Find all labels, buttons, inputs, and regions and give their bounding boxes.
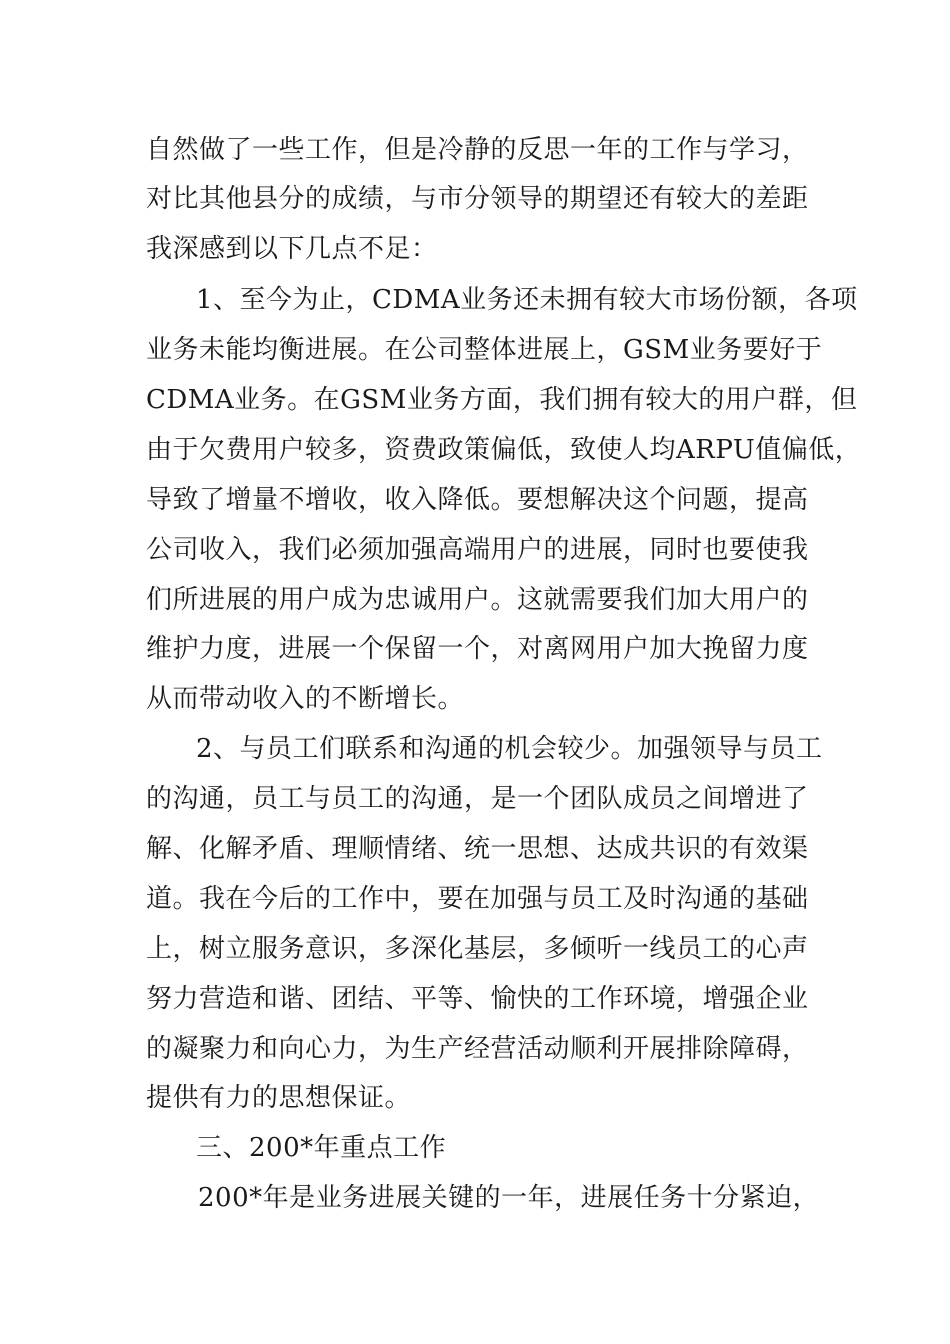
text-line: 1、至今为止，CDMA业务还未拥有较大市场份额，各项 bbox=[196, 285, 858, 315]
text-line: 解、化解矛盾、理顺情绪、统一思想、达成共识的有效渠 bbox=[146, 834, 809, 864]
text-line: CDMA业务。在GSM业务方面，我们拥有较大的用户群，但 bbox=[146, 385, 858, 415]
text-line: 努力营造和谐、团结、平等、愉快的工作环境，增强企业 bbox=[146, 984, 809, 1014]
text-line: 维护力度，进展一个保留一个，对离网用户加大挽留力度 bbox=[146, 634, 809, 664]
text-line: 业务未能均衡进展。在公司整体进展上，GSM业务要好于 bbox=[146, 335, 823, 365]
text-line: 提供有力的思想保证。 bbox=[146, 1083, 412, 1113]
text-line: 的沟通，员工与员工的沟通，是一个团队成员之间增进了 bbox=[146, 784, 809, 814]
text-line: 的凝聚力和向心力，为生产经营活动顺利开展排除障碍， bbox=[146, 1034, 809, 1064]
text-line: 们所进展的用户成为忠诚用户。这就需要我们加大用户的 bbox=[146, 585, 809, 615]
text-line: 由于欠费用户较多，资费政策偏低，致使人均ARPU值偏低， bbox=[146, 435, 862, 465]
text-line: 200*年是业务进展关键的一年，进展任务十分紧迫， bbox=[198, 1183, 820, 1213]
text-line: 道。我在今后的工作中，要在加强与员工及时沟通的基础 bbox=[146, 884, 809, 914]
text-line: 导致了增量不增收，收入降低。要想解决这个问题，提高 bbox=[146, 485, 809, 515]
text-line: 2、与员工们联系和沟通的机会较少。加强领导与员工 bbox=[196, 734, 823, 764]
text-line: 上，树立服务意识，多深化基层，多倾听一线员工的心声 bbox=[146, 934, 809, 964]
text-line: 自然做了一些工作，但是冷静的反思一年的工作与学习， bbox=[146, 135, 809, 165]
text-line: 对比其他县分的成绩，与市分领导的期望还有较大的差距 bbox=[146, 184, 809, 214]
text-line: 我深感到以下几点不足： bbox=[146, 234, 438, 264]
text-line: 从而带动收入的不断增长。 bbox=[146, 684, 465, 714]
section-heading: 三、200*年重点工作 bbox=[196, 1133, 447, 1163]
text-line: 公司收入，我们必须加强高端用户的进展，同时也要使我 bbox=[146, 535, 809, 565]
